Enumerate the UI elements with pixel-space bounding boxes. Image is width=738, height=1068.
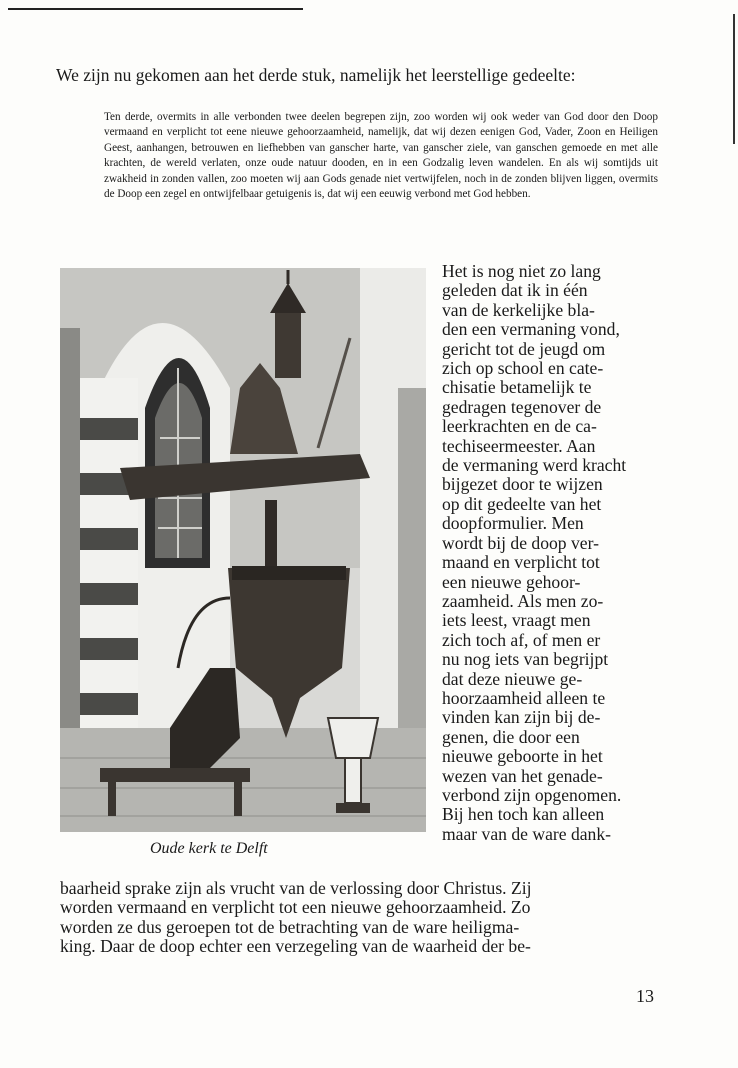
body-line: worden ze dus geroepen tot de betrachting van de ware heiligma-: [60, 916, 520, 937]
body-line: van de kerkelijke bla-: [442, 299, 595, 320]
body-line: wordt bij de doop ver-: [442, 532, 599, 553]
pulpit-illustration: [60, 268, 426, 832]
photo-caption: Oude kerk te Delft: [150, 840, 268, 857]
body-line: iets leest, vraagt men: [442, 610, 591, 631]
body-line: baarheid sprake zijn als vrucht van de verlossing door Christus. Zij: [60, 878, 532, 898]
body-line: vinden kan zijn bij de-: [442, 707, 601, 728]
body-line: hoorzaamheid alleen te: [442, 687, 606, 708]
body-line: verbond zijn opgenomen.: [442, 784, 622, 805]
body-line: de vermaning werd kracht: [442, 455, 627, 476]
body-line: een nieuwe gehoor-: [442, 571, 581, 592]
body-line: Bij hen toch kan alleen: [442, 804, 605, 825]
body-text-column: [442, 262, 682, 844]
body-line: techiseermeester. Aan: [442, 435, 596, 456]
body-line: wezen van het genade-: [442, 765, 603, 786]
quoted-formulary-text: Ten derde, overmits in alle verbonden twee deelen begrepen zijn, zoo worden wij ook weder van God door den Doop vermaand en verplicht tot eene nieuwe gehoorzaamheid, namelijk, dat wij dezen eenigen God, Vader, Zoon en Heiligen Geest, aanhangen, betrouwen en liefhebben van ganscher harte, van ganscher ziele, van ganschen gemoede en met alle krachten, de wereld verlaten, onze oude natuur dooden, en in een Godzalig leven wandelen. En als wij somtijds uit zwakheid in zonden vallen, zoo moeten wij aan Gods genade niet vertwijfelen, noch in de zonden blijven liggen, overmits de Doop een zegel en ontwijfelbaar getuigenis is, dat wij een eeuwig verbond met God hebben.: [104, 111, 658, 201]
body-line: bijgezet door te wijzen: [442, 474, 603, 495]
body-line: nu nog iets van begrijpt: [442, 649, 609, 670]
body-line: worden vermaand en verplicht tot een nieuwe gehoorzaamheid. Zo: [60, 897, 531, 918]
body-line: genen, die door een: [442, 726, 580, 747]
body-line: Het is nog niet zo lang: [442, 261, 601, 281]
body-line: gedragen tegenover de: [442, 396, 602, 417]
body-line: maand en verplicht tot: [442, 552, 600, 573]
body-line: zaamheid. Als men zo-: [442, 590, 604, 611]
top-rule: [8, 8, 303, 10]
body-line: dat deze nieuwe ge-: [442, 668, 583, 689]
body-line: maar van de ware dank-: [442, 823, 612, 844]
body-line: zich toch af, of men er: [442, 629, 601, 650]
body-line: chisatie betamelijk te: [442, 377, 592, 398]
church-pulpit-photo: [60, 268, 426, 832]
page-number: 13: [636, 986, 654, 1006]
body-line: zich op school en cate-: [442, 358, 604, 379]
body-text-full-width: [60, 879, 670, 957]
body-line: leerkrachten en de ca-: [442, 416, 597, 437]
body-line: den een vermaning vond,: [442, 319, 620, 340]
edge-rule: [733, 14, 735, 144]
intro-paragraph: We zijn nu gekomen aan het derde stuk, namelijk het leerstellige gedeelte:: [56, 65, 576, 85]
body-line: nieuwe geboorte in het: [442, 746, 603, 767]
body-line: geleden dat ik in één: [442, 280, 588, 301]
body-line: op dit gedeelte van het: [442, 493, 602, 514]
body-line: gericht tot de jeugd om: [442, 338, 606, 359]
body-line: king. Daar de doop echter een verzegeling van de waarheid der be-: [60, 936, 531, 957]
body-line: doopformulier. Men: [442, 513, 584, 534]
